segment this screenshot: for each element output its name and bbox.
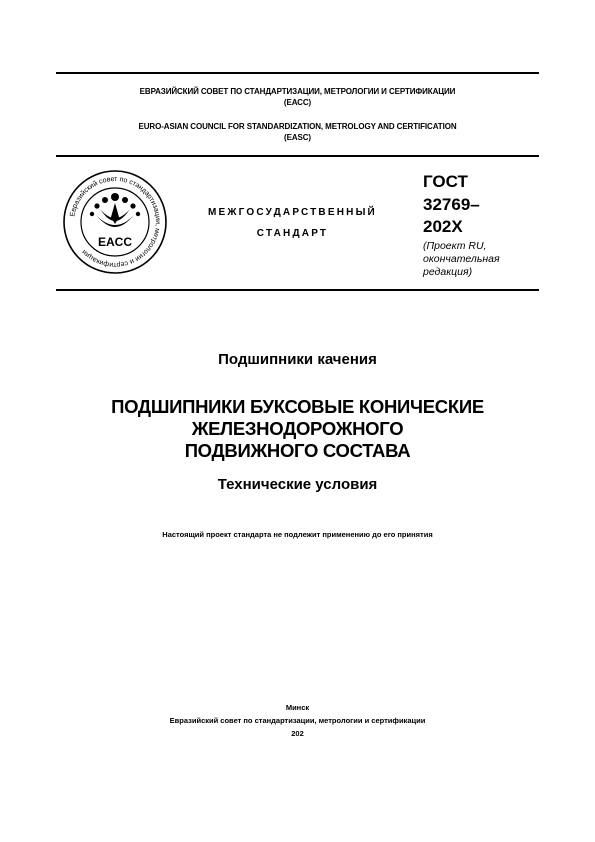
project-note-line3: редакция) [423, 266, 473, 278]
footer-year: 202 [291, 729, 304, 738]
footer-publisher: Евразийский совет по стандартизации, метрологии и сертификации [169, 716, 426, 725]
document-title [0, 396, 595, 462]
easc-emblem-logo [62, 169, 168, 275]
footer-city: Минск [285, 703, 310, 712]
project-note-line1: (Проект RU, [423, 240, 487, 252]
emblem-center-text: EACC [97, 235, 133, 249]
header-divider [56, 155, 539, 157]
title-line3: ПОДВИЖНОГО СОСТАВА [184, 440, 411, 461]
category-heading: Подшипники качения [218, 351, 377, 368]
council-ru-line2: (ЕАСС) [283, 98, 312, 107]
project-note-line2: окончательная [423, 253, 500, 265]
gost-label: ГОСТ [423, 172, 468, 191]
council-en-line2: (EASC) [284, 133, 311, 142]
gost-year: 202X [423, 217, 463, 236]
top-rule [56, 72, 539, 74]
standard-type-line1: МЕЖГОСУДАРСТВЕННЫЙ [208, 207, 377, 218]
gost-number: 32769– [423, 195, 480, 214]
section-divider [56, 289, 539, 291]
standard-type-line2: СТАНДАРТ [256, 228, 329, 239]
title-line2: ЖЕЛЕЗНОДОРОЖНОГО [191, 418, 404, 439]
emblem-ring-text: Евразийский совет по стандартизации, метрологии и сертификации [69, 175, 162, 269]
document-subtitle: Технические условия [217, 476, 378, 493]
council-ru-line1: ЕВРАЗИЙСКИЙ СОВЕТ ПО СТАНДАРТИЗАЦИИ, МЕТРОЛОГИИ И СЕРТИФИКАЦИИ [139, 87, 456, 96]
council-en-line1: EURO-ASIAN COUNCIL FOR STANDARDIZATION, METROLOGY AND CERTIFICATION [138, 122, 457, 131]
title-line1: ПОДШИПНИКИ БУКСОВЫЕ КОНИЧЕСКИЕ [111, 396, 484, 417]
draft-notice: Настоящий проект стандарта не подлежит применению до его принятия [162, 530, 433, 539]
